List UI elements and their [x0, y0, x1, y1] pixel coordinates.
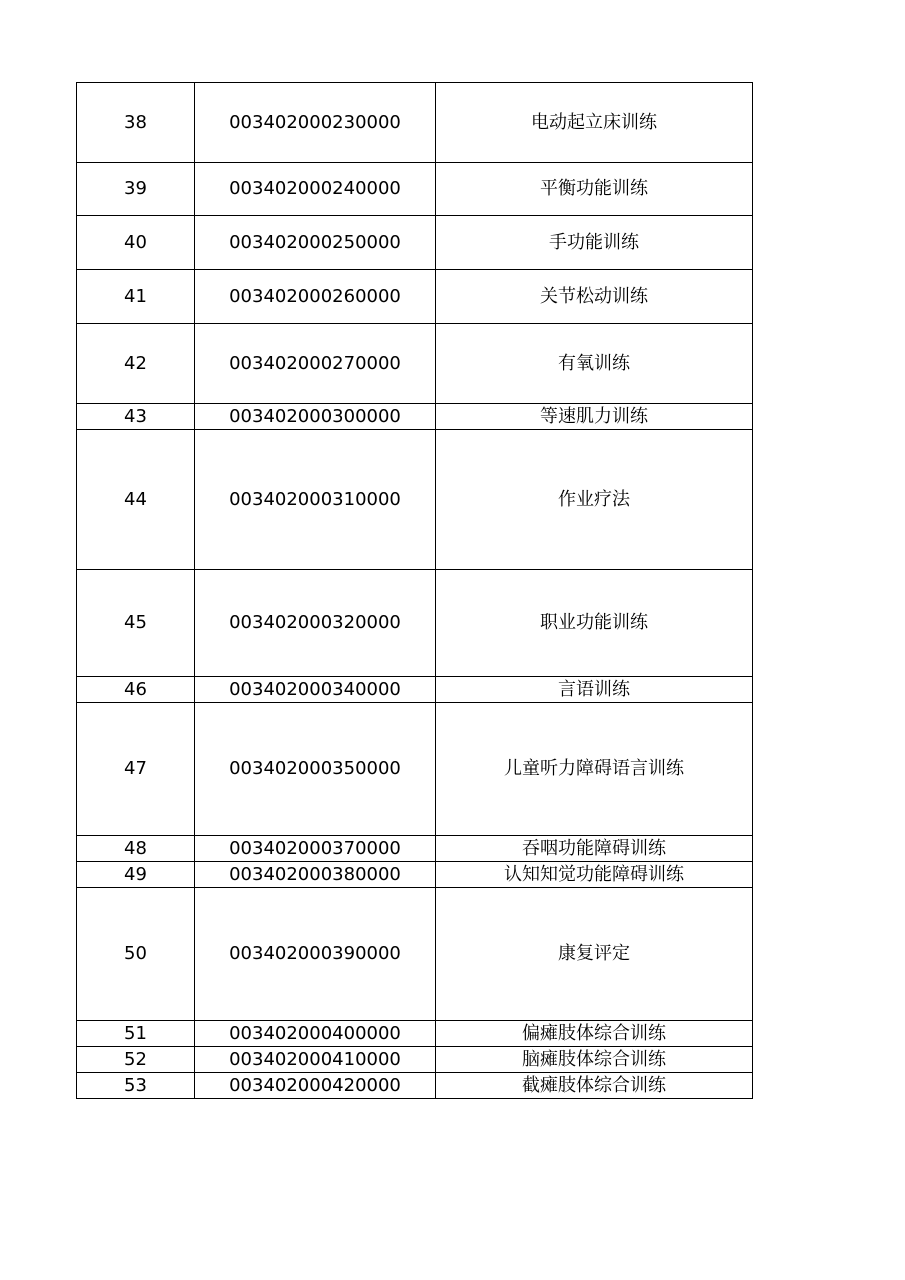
row-number: 47	[77, 703, 195, 836]
item-name: 认知知觉功能障碍训练	[436, 862, 753, 888]
item-code: 003402000320000	[195, 570, 436, 677]
row-number: 48	[77, 836, 195, 862]
item-name: 康复评定	[436, 888, 753, 1021]
item-code: 003402000370000	[195, 836, 436, 862]
item-name: 吞咽功能障碍训练	[436, 836, 753, 862]
table-row	[77, 216, 753, 270]
table-row	[77, 677, 753, 703]
row-number: 53	[77, 1073, 195, 1099]
table-row	[77, 430, 753, 570]
table-row	[77, 570, 753, 677]
table-row	[77, 836, 753, 862]
item-code: 003402000270000	[195, 324, 436, 404]
row-number: 44	[77, 430, 195, 570]
item-code: 003402000230000	[195, 83, 436, 163]
table-row	[77, 83, 753, 163]
table-row	[77, 1073, 753, 1099]
row-number: 46	[77, 677, 195, 703]
row-number: 51	[77, 1021, 195, 1047]
item-name: 电动起立床训练	[436, 83, 753, 163]
item-code: 003402000340000	[195, 677, 436, 703]
item-code: 003402000240000	[195, 163, 436, 216]
table-row	[77, 703, 753, 836]
row-number: 50	[77, 888, 195, 1021]
item-code: 003402000300000	[195, 404, 436, 430]
item-name: 职业功能训练	[436, 570, 753, 677]
table-row	[77, 1021, 753, 1047]
row-number: 42	[77, 324, 195, 404]
item-name: 截瘫肢体综合训练	[436, 1073, 753, 1099]
table-row	[77, 270, 753, 324]
item-code: 003402000310000	[195, 430, 436, 570]
item-name: 关节松动训练	[436, 270, 753, 324]
table-row	[77, 1047, 753, 1073]
code-table	[76, 82, 753, 1099]
row-number: 39	[77, 163, 195, 216]
row-number: 52	[77, 1047, 195, 1073]
item-code: 003402000400000	[195, 1021, 436, 1047]
item-name: 脑瘫肢体综合训练	[436, 1047, 753, 1073]
table-row	[77, 404, 753, 430]
table-row	[77, 862, 753, 888]
row-number: 45	[77, 570, 195, 677]
table-row	[77, 324, 753, 404]
item-code: 003402000380000	[195, 862, 436, 888]
row-number: 38	[77, 83, 195, 163]
item-name: 平衡功能训练	[436, 163, 753, 216]
table-row	[77, 163, 753, 216]
row-number: 41	[77, 270, 195, 324]
item-code: 003402000350000	[195, 703, 436, 836]
item-name: 有氧训练	[436, 324, 753, 404]
table-row	[77, 888, 753, 1021]
item-name: 言语训练	[436, 677, 753, 703]
item-code: 003402000260000	[195, 270, 436, 324]
item-name: 等速肌力训练	[436, 404, 753, 430]
item-name: 偏瘫肢体综合训练	[436, 1021, 753, 1047]
row-number: 40	[77, 216, 195, 270]
item-code: 003402000250000	[195, 216, 436, 270]
item-code: 003402000410000	[195, 1047, 436, 1073]
row-number: 49	[77, 862, 195, 888]
item-name: 作业疗法	[436, 430, 753, 570]
item-name: 手功能训练	[436, 216, 753, 270]
row-number: 43	[77, 404, 195, 430]
item-name: 儿童听力障碍语言训练	[436, 703, 753, 836]
item-code: 003402000420000	[195, 1073, 436, 1099]
item-code: 003402000390000	[195, 888, 436, 1021]
